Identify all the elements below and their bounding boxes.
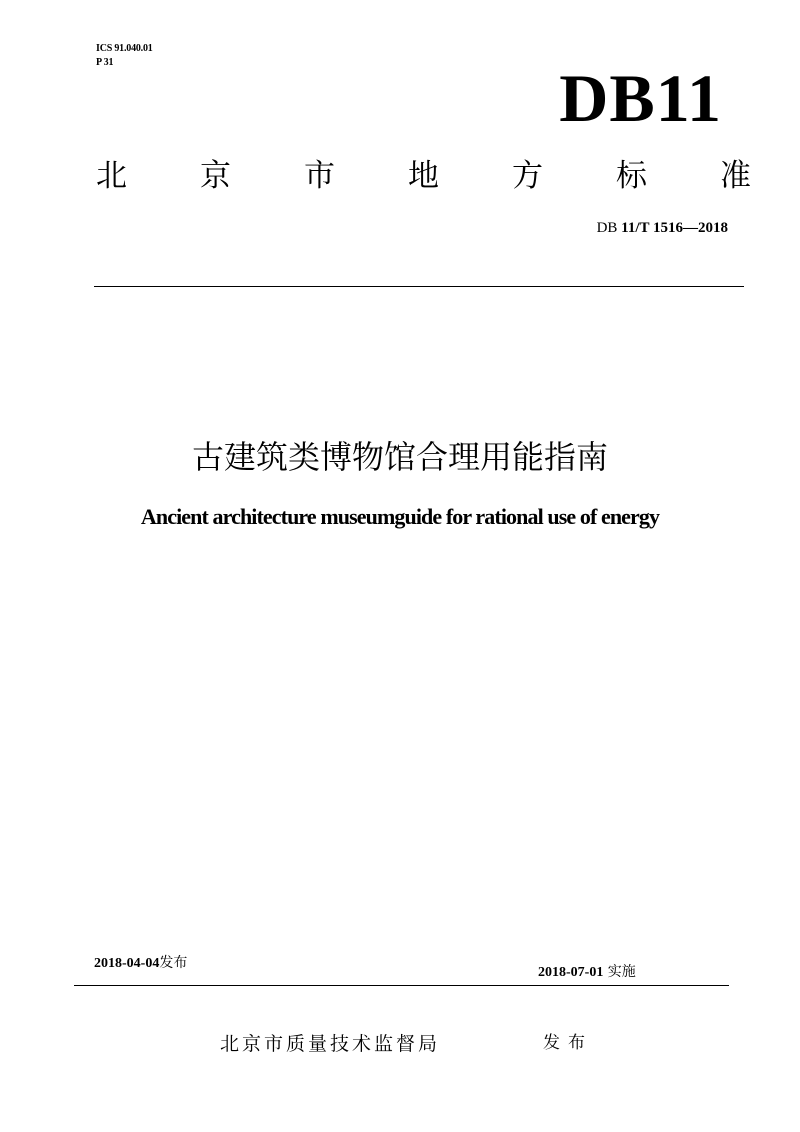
bottom-divider — [74, 985, 729, 986]
issue-date-line — [94, 953, 187, 974]
implement-date-line — [538, 962, 636, 983]
issuing-authority: 北京市质量技术监督局 — [220, 1033, 441, 1055]
implement-date-label: 实施 — [607, 964, 636, 980]
standard-type-char: 北 — [96, 158, 127, 194]
standard-code — [597, 219, 728, 237]
issue-verb: 发布 — [543, 1033, 593, 1053]
title-english: Ancient architecture museumguide for rational use of energy — [140, 504, 660, 529]
db-mark: DB11 — [559, 60, 722, 136]
classification-codes — [96, 42, 153, 70]
standard-type-char: 标 — [616, 158, 647, 194]
implement-date: 2018-07-01 — [538, 965, 604, 980]
standard-type-char: 地 — [408, 158, 439, 194]
standard-type-heading — [96, 156, 751, 196]
standard-code-prefix: DB — [596, 220, 618, 236]
title-chinese: 古建筑类博物馆合理用能指南 — [191, 438, 608, 476]
standard-type-char: 京 — [200, 158, 231, 194]
standard-code-number: 11/T 1516—2018 — [621, 220, 728, 236]
issue-date-label: 发布 — [159, 955, 188, 971]
ccs-code: P 31 — [96, 57, 114, 68]
standard-type-char: 方 — [512, 158, 543, 194]
issue-date: 2018-04-04 — [94, 956, 160, 971]
standard-type-char: 市 — [304, 158, 335, 194]
ics-code: ICS 91.040.01 — [96, 43, 153, 54]
standard-type-char: 准 — [720, 158, 751, 194]
top-divider — [94, 286, 744, 287]
